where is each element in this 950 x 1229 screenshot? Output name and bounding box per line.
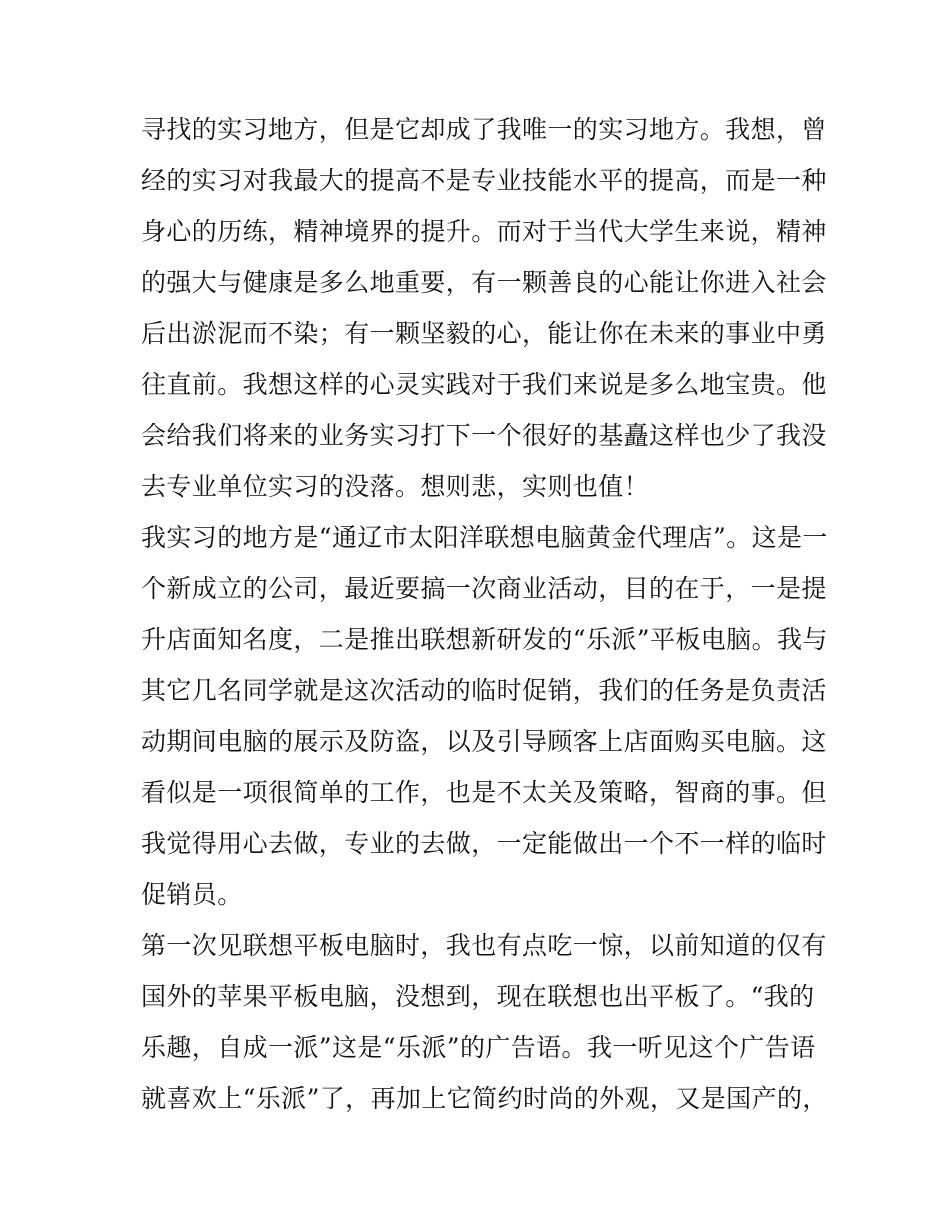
text-line: 我实习的地方是“通辽市太阳洋联想电脑黄金代理店”。这是一 [141, 523, 828, 552]
text-line: 寻找的实习地方，但是它却成了我唯一的实习地方。我想，曾 [141, 115, 827, 144]
text-line: 促销员。 [141, 880, 243, 909]
text-line: 其它几名同学就是这次活动的临时促销，我们的任务是负责活 [141, 676, 827, 705]
text-line: 会给我们将来的业务实习打下一个很好的基矗这样也少了我没 [141, 421, 827, 450]
text-line: 动期间电脑的展示及防盗，以及引导顾客上店面购买电脑。这 [141, 727, 827, 756]
text-line: 国外的苹果平板电脑，没想到，现在联想也出平板了。“我的 [141, 982, 815, 1011]
text-line: 升店面知名度，二是推出联想新研发的“乐派”平板电脑。我与 [141, 625, 828, 654]
text-line: 后出淤泥而不染；有一颗坚毅的心，能让你在未来的事业中勇 [141, 319, 827, 348]
text-line: 看似是一项很简单的工作，也是不太关及策略，智商的事。但 [141, 778, 827, 807]
text-line: 乐趣，自成一派”这是“乐派”的广告语。我一听见这个广告语 [141, 1033, 816, 1062]
text-line: 我觉得用心去做，专业的去做，一定能做出一个不一样的临时 [141, 829, 827, 858]
body-text [141, 104, 828, 1124]
text-line: 身心的历练，精神境界的提升。而对于当代大学生来说，精神 [141, 217, 827, 246]
text-line: 经的实习对我最大的提高不是专业技能水平的提高，而是一种 [141, 166, 827, 195]
text-line: 往直前。我想这样的心灵实践对于我们来说是多么地宝贵。他 [141, 370, 827, 399]
text-line: 的强大与健康是多么地重要，有一颗善良的心能让你进入社会 [141, 268, 827, 297]
text-line: 个新成立的公司，最近要搞一次商业活动，目的在于，一是提 [141, 574, 827, 603]
text-line: 就喜欢上“乐派”了，再加上它简约时尚的外观，又是国产的， [141, 1084, 828, 1113]
text-line: 第一次见联想平板电脑时，我也有点吃一惊，以前知道的仅有 [141, 931, 827, 960]
text-line: 去专业单位实习的没落。想则悲，实则也值！ [141, 472, 650, 501]
